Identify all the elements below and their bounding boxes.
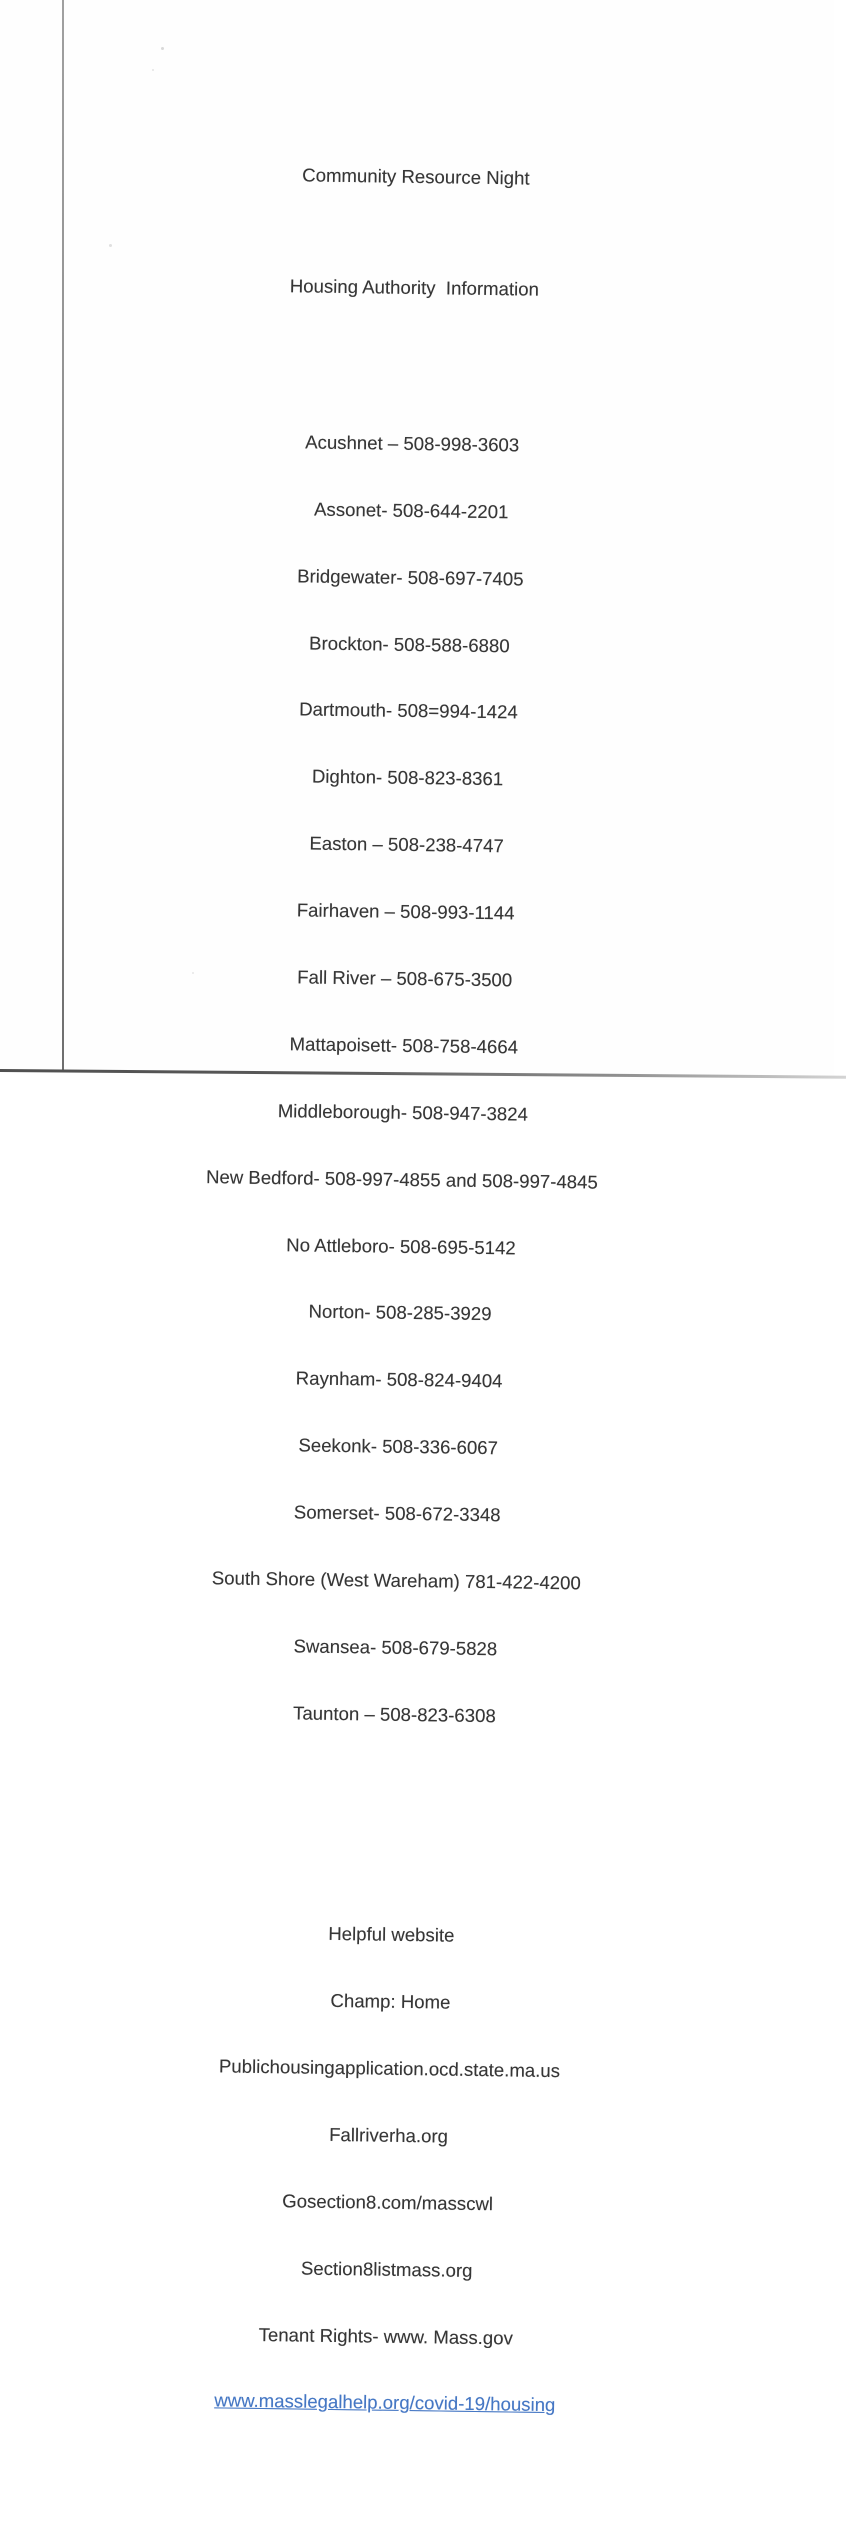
authority-line: Seekonk- 508-336-6067 [298, 1434, 499, 1459]
authority-line: Norton- 508-285-3929 [308, 1301, 492, 1325]
authority-line: Middleborough- 508-947-3824 [277, 1099, 529, 1125]
authority-line: Swansea- 508-679-5828 [293, 1635, 498, 1660]
website-line: Champ: Home [330, 1989, 451, 2013]
authority-line: South Shore (West Wareham) 781-422-4200 [211, 1567, 581, 1594]
authority-line: Bridgewater- 508-697-7405 [297, 564, 524, 590]
website-line: Gosection8.com/masscwl [282, 2190, 494, 2214]
website-line: Fallriverha.org [329, 2123, 449, 2147]
authority-line: Somerset- 508-672-3348 [293, 1501, 501, 1526]
website-line: Section8listmass.org [300, 2257, 473, 2281]
website-link-line [0, 2386, 802, 2420]
authority-line: Assonet- 508-644-2201 [313, 498, 509, 523]
authority-line: Easton – 508-238-4747 [309, 832, 504, 857]
authority-line: Raynham- 508-824-9404 [295, 1367, 503, 1392]
document-subtitle: Housing Authority Information [289, 275, 540, 300]
website-line: Tenant Rights- www. Mass.gov [258, 2323, 514, 2349]
authority-line: Acushnet – 508-998-3603 [305, 431, 520, 456]
authority-line: Brockton- 508-588-6880 [309, 632, 510, 656]
authority-line: Mattapoisett- 508-758-4664 [289, 1033, 519, 1058]
authority-line: Taunton – 508-823-6308 [292, 1702, 496, 1726]
authority-line: Fairhaven – 508-993-1144 [296, 899, 515, 924]
helpful-websites-section [0, 1874, 809, 2465]
authority-line: Dartmouth- 508=994-1424 [299, 698, 518, 723]
authority-line: Fall River – 508-675-3500 [297, 966, 513, 991]
housing-authority-list [0, 382, 830, 1776]
document-title: Community Resource Night [302, 164, 530, 189]
masslegalhelp-link[interactable]: www.masslegalhelp.org/covid-19/housing [214, 2389, 556, 2416]
authority-line: Dighton- 508-823-8361 [311, 765, 504, 790]
authority-line: New Bedford- 508-997-4855 and 508-997-4845 [205, 1165, 598, 1193]
website-line: Publichousingapplication.ocd.state.ma.us [218, 2055, 561, 2082]
authority-line: No Attleboro- 508-695-5142 [286, 1233, 516, 1258]
websites-heading: Helpful website [328, 1923, 455, 1946]
